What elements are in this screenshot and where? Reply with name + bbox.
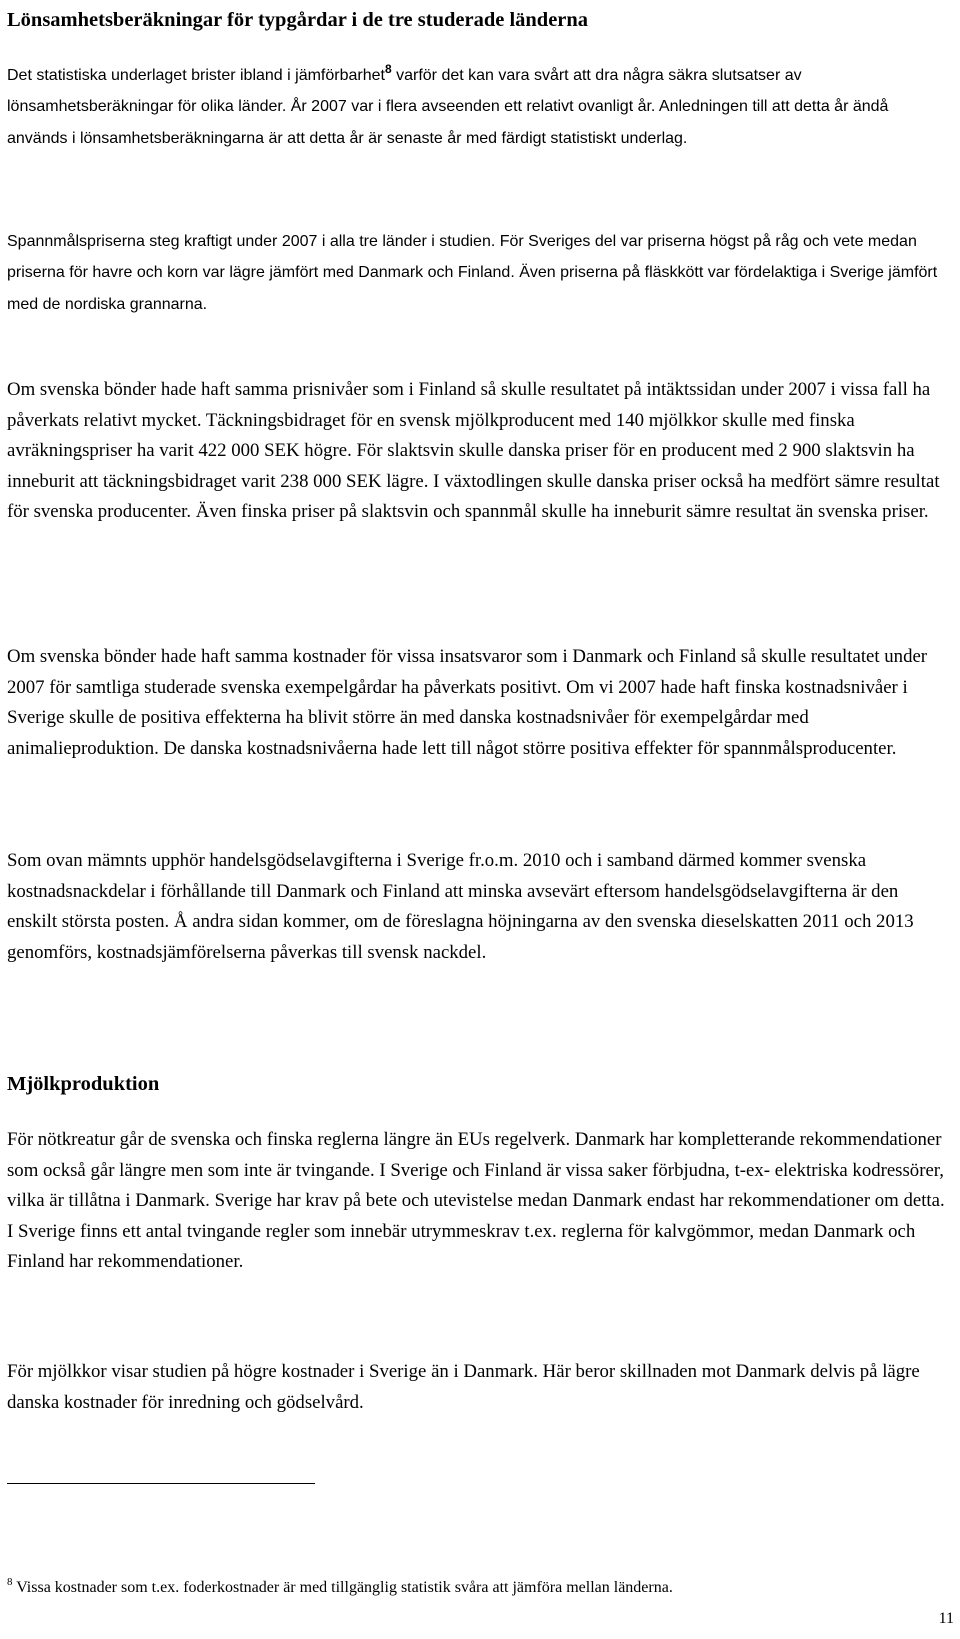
footnote-number: 8 [7, 1576, 13, 1588]
footnote-reference[interactable]: 8 [384, 62, 392, 76]
paragraph-5: Som ovan mämnts upphör handelsgödselavgifterna i Sverige fr.o.m. 2010 och i samband därmed kommer svenska kostnadsnackdelar i förhållande till Danmark och Finland att minska avsevärt eftersom handelsgödselavgifterna är den enskilt största posten. Å andra sidan kommer, om de föreslagna höjningarna av den svenska dieselskatten 2011 och 2013 genomförs, kostnadsjämförelserna påverkas till svensk nackdel. [7, 850, 914, 963]
footnote [7, 1577, 953, 1599]
paragraph-2: Spannmålspriserna steg kraftigt under 2007 i alla tre länder i studien. För Sveriges del var priserna högst på råg och vete medan priserna för havre och korn var lägre jämfört med Danmark och Finland. Även priserna på fläskkött var fördelaktiga i Sverige jämfört med de nordiska grannarna. [7, 233, 938, 313]
paragraph-7: För mjölkkor visar studien på högre kostnader i Sverige än i Danmark. Här beror skillnaden mot Danmark delvis på lägre danska kostnader för inredning och gödselvård. [7, 1361, 920, 1413]
paragraph-6: För nötkreatur går de svenska och finska reglerna längre än EUs regelverk. Danmark har kompletterande rekommendationer som också går längre men som inte är tvingande. I Sverige och Finland är vissa saker förbjudna, t-ex- elektriska kodressörer, vilka är tillåtna i Danmark. Sverige har krav på bete och utevistelse medan Danmark endast har rekommendationer om detta. I Sverige finns ett antal tvingande regler som innebär utrymmeskrav t.ex. reglerna för kalvgömmor, medan Danmark och Finland har rekommendationer. [7, 1129, 945, 1273]
paragraph-1 [7, 60, 953, 154]
footnote-text: Vissa kostnader som t.ex. foderkostnader är med tillgänglig statistik svåra att jämföra mellan länderna. [12, 1579, 673, 1596]
paragraph-1-text-b: varför det kan vara svårt att dra några säkra slutsatser av lönsamhetsberäkningar för olika länder. År 2007 var i flera avseenden ett relativt ovanligt år. Anledningen till att detta år ändå används i lönsamhetsberäkningarna är att detta år är senaste år med färdigt statistiskt underlag. [7, 67, 889, 147]
paragraph-1-text-a: Det statistiska underlaget brister ibland i jämförbarhet [7, 67, 385, 84]
page-title: Lönsamhetsberäkningar för typgårdar i de tre studerade länderna [7, 9, 589, 31]
footnote-divider [7, 1483, 315, 1484]
page-number: 11 [938, 1610, 954, 1627]
paragraph-4: Om svenska bönder hade haft samma kostnader för vissa insatsvaror som i Danmark och Finland så skulle resultatet under 2007 för samtliga studerade svenska exempelgårdar ha påverkats positivt. Om vi 2007 hade haft finska kostnadsnivåer i Sverige skulle de positiva effekterna ha blivit större än med danska kostnadsnivåer för exempelgårdar med animalieproduktion. De danska kostnadsnivåerna hade lett till något större positiva effekter för spannmålsproducenter. [7, 646, 928, 759]
paragraph-3: Om svenska bönder hade haft samma prisnivåer som i Finland så skulle resultatet på intäktssidan under 2007 i vissa fall ha påverkats relativt mycket. Täckningsbidraget för en svensk mjölkproducent med 140 mjölkkor skulle med finska avräkningspriser ha varit 422 000 SEK högre. För slaktsvin skulle danska priser för en producent med 2 900 slaktsvin ha inneburit att täckningsbidraget varit 238 000 SEK lägre. I växtodlingen skulle danska priser också ha medfört sämre resultat för svenska producenter. Även finska priser på slaktsvin och spannmål skulle ha inneburit sämre resultat än svenska priser. [7, 379, 940, 523]
section-heading: Mjölkproduktion [7, 1073, 160, 1095]
